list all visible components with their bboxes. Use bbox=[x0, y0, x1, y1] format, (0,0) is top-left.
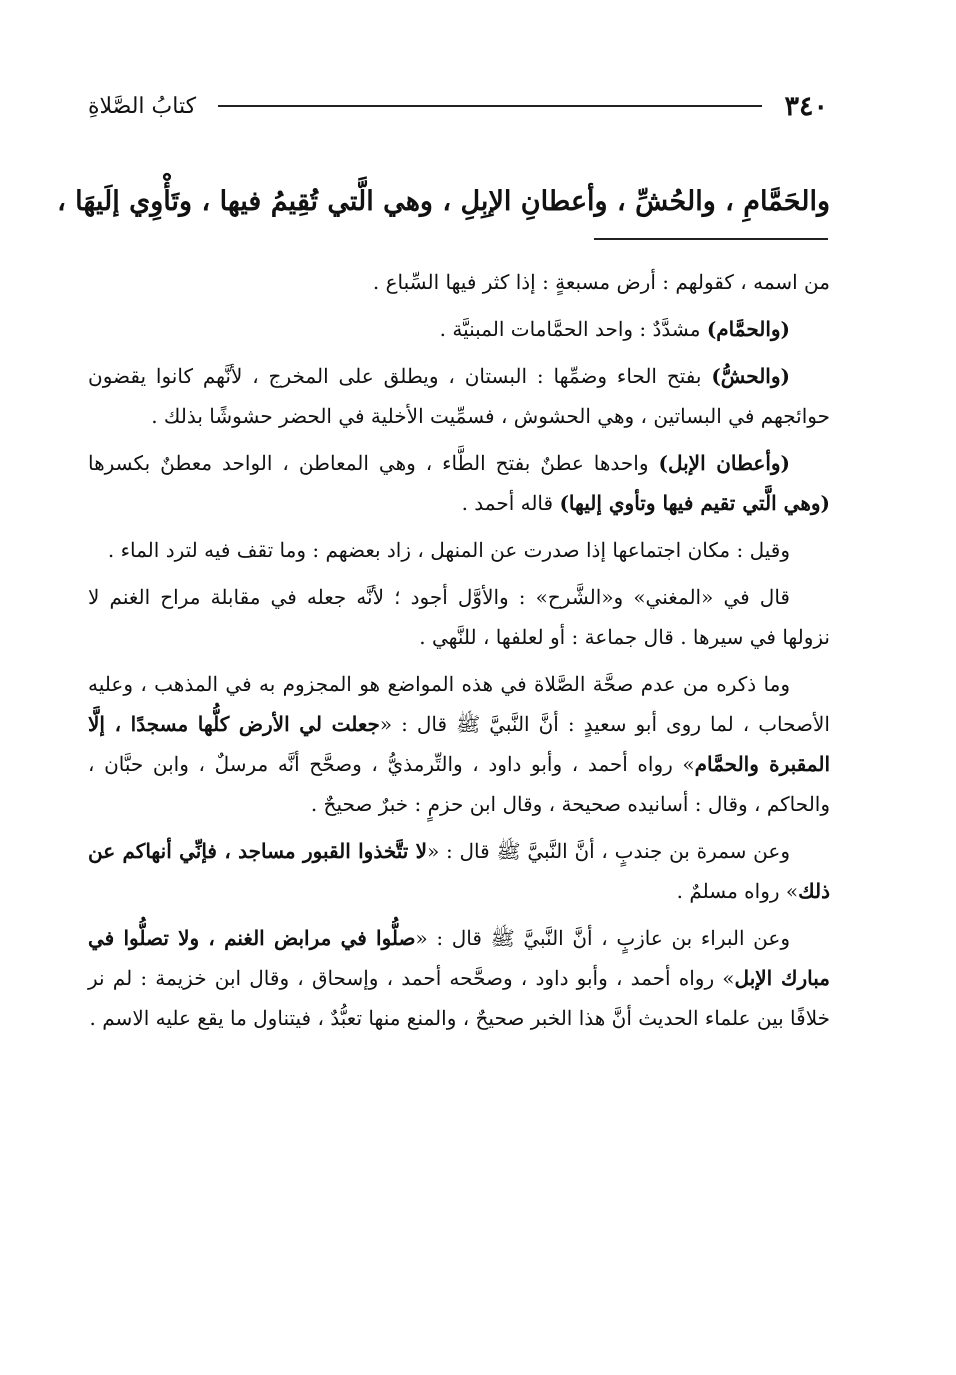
paragraph-text: وعن البراء بن عازبٍ ، أنَّ النَّبيَّ ﷺ قال : « bbox=[415, 926, 790, 950]
page-number: ٣٤٠ bbox=[784, 90, 828, 122]
bold-quote: (وأعطان الإبل) bbox=[658, 451, 790, 475]
paragraph-text: مشدَّدٌ : واحد الحمَّامات المبنيَّة . bbox=[439, 317, 707, 341]
paragraph-text: » رواه مسلمٌ . bbox=[676, 879, 799, 903]
matn-separator bbox=[594, 238, 828, 240]
paragraph-text: وعن سمرة بن جندبٍ ، أنَّ النَّبيَّ ﷺ قال : « bbox=[427, 839, 790, 863]
bold-quote: (والحمَّام) bbox=[706, 317, 790, 341]
bold-quote: (والحشُّ) bbox=[711, 364, 790, 388]
commentary-paragraph bbox=[88, 356, 830, 436]
header-rule bbox=[218, 105, 762, 107]
paragraph-text: من اسمه ، كقولهم : أرض مسبعةٍ : إذا كثر فيها السِّباع . bbox=[372, 270, 830, 294]
commentary-paragraph bbox=[88, 918, 830, 1038]
paragraph-text: » رواه أحمد ، وأبو داود ، والتِّرمذيُّ ، وصحَّح أنَّه مرسلٌ ، وابن حبَّان ، والحاكم ، وقال : أسانيده صحيحة ، وقال ابن حزمٍ : خبرٌ صحيحٌ . bbox=[88, 752, 830, 816]
commentary-paragraph bbox=[88, 262, 830, 302]
commentary-paragraph bbox=[88, 831, 830, 911]
paragraph-text: واحدها عطنٌ بفتح الطَّاء ، وهي المعاطن ، الواحد معطنٌ بكسرها bbox=[88, 451, 659, 475]
paragraph-text: بفتح الحاء وضمِّها : البستان ، ويطلق على المخرج ، لأنَّهم كانوا يقضون حوائجهم في البساتين ، وهي الحشوش ، فسمِّيت الأخلية في الحضر حشوشًا بذلك . bbox=[88, 364, 830, 428]
paragraph-text: وما ذكره من عدم صحَّة الصَّلاة في هذه المواضع هو المجزوم به في المذهب ، وعليه الأصحاب ، لما روى أبو سعيدٍ : أنَّ النَّبيَّ ﷺ قال : « bbox=[88, 672, 830, 736]
bold-quote: جعلت لي الأرض كلُّها مسجدًا ، إلَّا المقبرة والحمَّام bbox=[88, 712, 830, 776]
paragraph-text: قال في «المغني» و«الشَّرح» : والأوَّل أجود ؛ لأنَّه جعله في مقابلة مراح الغنم لا نزولها في سيرها . قال جماعة : أو لعلفها ، للنَّهي . bbox=[88, 585, 830, 649]
running-title: كتابُ الصَّلاةِ bbox=[88, 93, 197, 119]
commentary-paragraph bbox=[88, 443, 830, 523]
matn-text: والحَمَّامِ ، والحُشِّ ، وأعطانِ الإبِلِ ، وهي الَّتي تُقِيمُ فيها ، وتَأْوِي إلَيهَا ، bbox=[57, 186, 830, 217]
commentary-paragraph bbox=[88, 577, 830, 657]
commentary-paragraph bbox=[88, 530, 830, 570]
commentary-body bbox=[88, 262, 830, 1045]
paragraph-text: قاله أحمد . bbox=[461, 491, 560, 515]
paragraph-text: » رواه أحمد ، وأبو داود ، وصحَّحه أحمد ، وإسحاق ، وقال ابن خزيمة : لم نر خلافًا بين علماء الحديث أنَّ هذا الخبر صحيحٌ ، والمنع منها تعبُّدٌ ، فيتناول ما يقع عليه الاسم . bbox=[88, 966, 830, 1030]
bold-quote: لا تتَّخذوا القبور مساجد ، فإنِّي أنهاكم عن ذلك bbox=[88, 839, 830, 903]
bold-quote: (وهي الَّتي تقيم فيها وتأوي إليها) bbox=[559, 491, 830, 515]
commentary-paragraph bbox=[88, 664, 830, 824]
page-header bbox=[88, 86, 828, 126]
commentary-paragraph bbox=[88, 309, 830, 349]
paragraph-text: وقيل : مكان اجتماعها إذا صدرت عن المنهل ، زاد بعضهم : وما تقف فيه لترد الماء . bbox=[107, 538, 790, 562]
bold-quote: صلُّوا في مرابض الغنم ، ولا تصلُّوا في مبارك الإبل bbox=[88, 926, 830, 990]
